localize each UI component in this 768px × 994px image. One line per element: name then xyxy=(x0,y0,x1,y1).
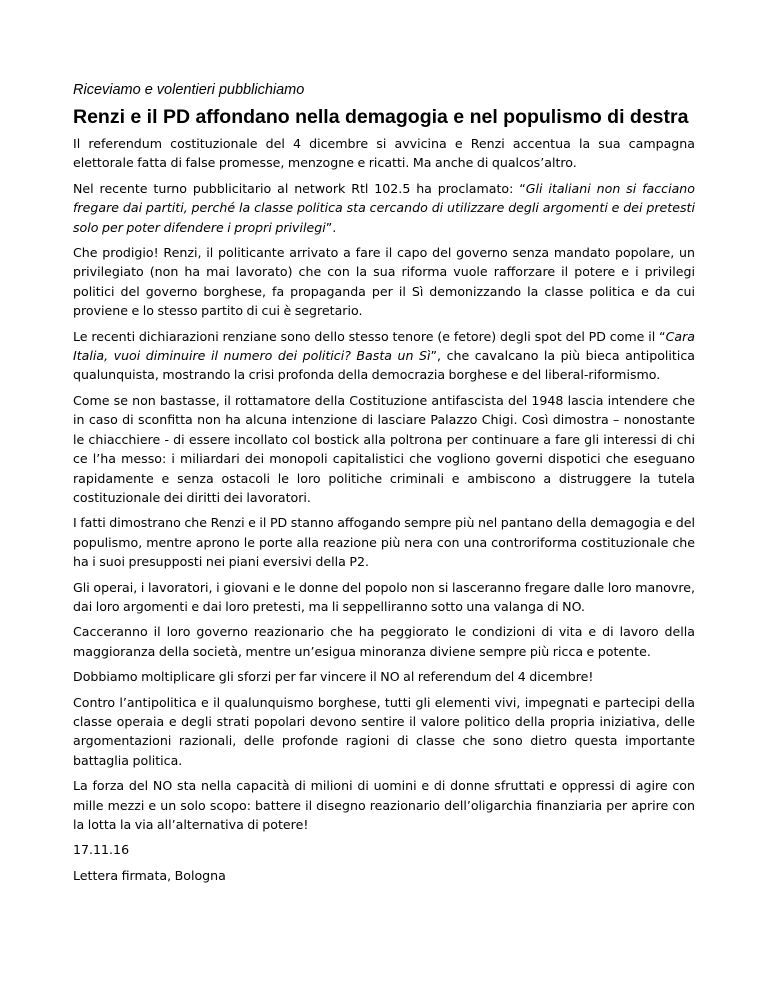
paragraph-4-quote: Cara Italia, vuoi diminuire il numero dei politici? Basta un Sì xyxy=(73,328,695,364)
paragraph-10: Contro l’antipolitica e il qualunquismo borghese, tutti gli elementi vivi, impegnati e partecipi della classe operaia e degli strati popolari devono sentire il valore politico della propria iniziativa, delle argomentazioni razionali, delle profonde ragioni di classe che sono dietro questa importante battaglia politica. xyxy=(73,694,695,768)
paragraph-11: La forza del NO sta nella capacità di milioni di uomini e di donne sfruttati e oppressi di agire con mille mezzi e un solo scopo: battere il disegno reazionario dell’oligarchia finanziaria per aprire con la lotta la via all’alternativa di potere! xyxy=(73,778,695,832)
signature: Lettera firmata, Bologna xyxy=(73,867,226,883)
paragraph-4-tail: ”, che cavalcano la più bieca antipolitica qualunquista, mostrando la crisi profonda della democrazia borghese e del liberal-riformismo. xyxy=(73,348,695,383)
article-title: Renzi e il PD affondano nella demagogia e nel populismo di destra xyxy=(73,106,689,128)
date: 17.11.16 xyxy=(73,842,130,858)
paragraph-7: Gli operai, i lavoratori, i giovani e le donne del popolo non si lasceranno fregare dalle loro manovre, dai loro argomenti e dai loro pretesti, ma li seppelliranno sotto una valanga di NO. xyxy=(73,579,695,614)
document-page xyxy=(73,80,695,891)
paragraph-2-tail: ”. xyxy=(325,219,337,235)
paragraph-9: Dobbiamo moltiplicare gli sforzi per far vincere il NO al referendum del 4 dicembre! xyxy=(73,669,594,685)
paragraph-4 xyxy=(73,327,695,385)
paragraph-2-quote: Gli italiani non si facciano fregare dai partiti, perché la classe politica sta cercando di utilizzare degli argomenti e dei pretesti solo per poter difendere i propri privilegi xyxy=(73,180,695,235)
paragraph-2 xyxy=(73,179,695,237)
paragraph-3: Che prodigio! Renzi, il politicante arrivato a fare il capo del governo senza mandato popolare, un privilegiato (non ha mai lavorato) che con la sua riforma vuole rafforzare il potere e i privilegi politici del governo borghese, fa propaganda per il Sì demonizzando la classe politica e da cui proviene e lo stesso partito di cui è segretario. xyxy=(73,245,695,319)
kicker: Riceviamo e volentieri pubblichiamo xyxy=(73,82,305,98)
paragraph-5: Come se non bastasse, il rottamatore della Costituzione antifascista del 1948 lascia intendere che in caso di sconfitta non ha alcuna intenzione di lasciare Palazzo Chigi. Così dimostra – nonostante le chiacchiere - di essere incollato col bostick alla poltrona per continuare a fare gli interessi di chi ce l’ha messo: i miliardari dei monopoli capitalistici che vogliono governi dispotici che eseguano rapidamente e senza ostacoli le loro politiche criminali e ambiscono a distruggere la tutela costituzionale dei diritti dei lavoratori. xyxy=(73,392,695,505)
paragraph-6: I fatti dimostrano che Renzi e il PD stanno affogando sempre più nel pantano della demagogia e del populismo, mentre aprono le porte alla reazione più nera con una controriforma costituzionale che ha i suoi presupposti nei piani eversivi della P2. xyxy=(73,515,695,570)
paragraph-2-lead: Nel recente turno pubblicitario al network Rtl 102.5 ha proclamato: “ xyxy=(73,180,526,196)
paragraph-4-lead: Le recenti dichiarazioni renziane sono dello stesso tenore (e fetore) degli spot del PD come il “ xyxy=(73,328,666,344)
paragraph-1: Il referendum costituzionale del 4 dicembre si avvicina e Renzi accentua la sua campagna elettorale fatta di false promesse, menzogne e ricatti. Ma anche di qualcos’altro. xyxy=(73,136,695,171)
paragraph-8: Cacceranno il loro governo reazionario che ha peggiorato le condizioni di vita e di lavoro della maggioranza della società, mentre un’esigua minoranza diviene sempre più ricca e potente. xyxy=(73,624,695,659)
